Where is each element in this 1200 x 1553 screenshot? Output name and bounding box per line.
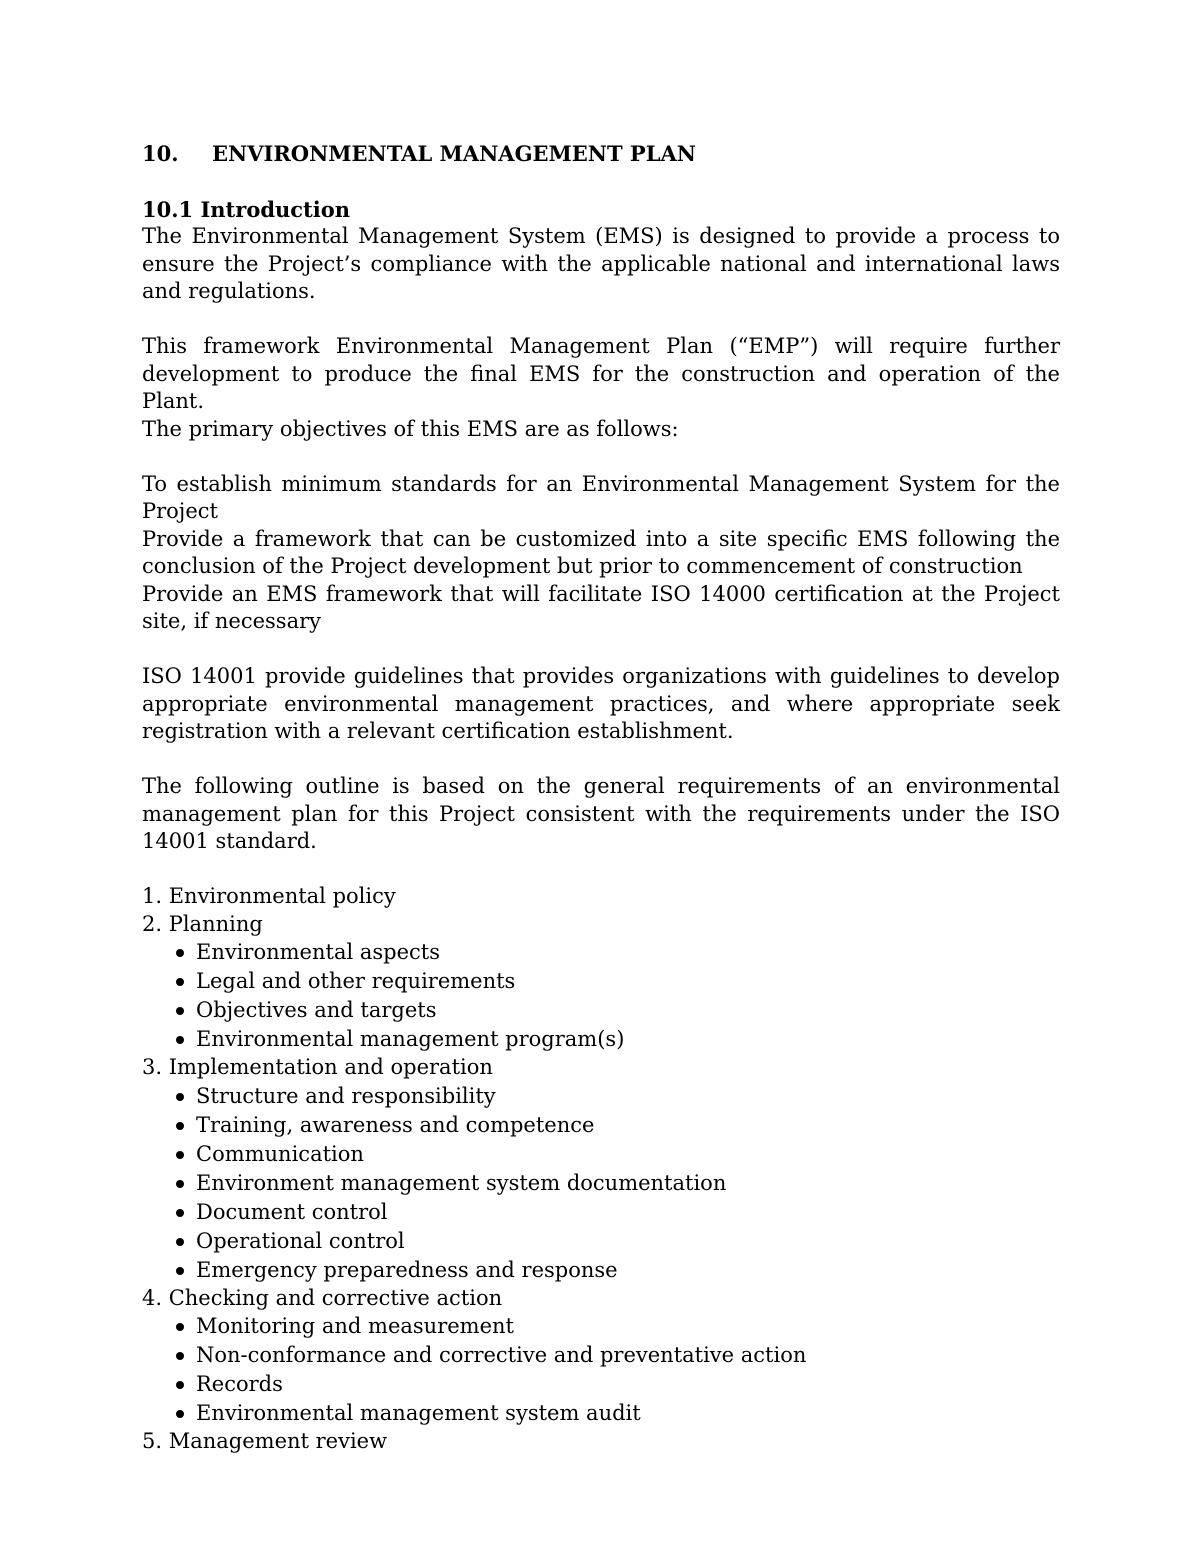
outline-item: 1. Environmental policy xyxy=(142,884,396,908)
chapter-heading xyxy=(142,140,1060,168)
objective-item: Provide a framework that can be customized into a site specific EMS following the conclusion of the Project development but prior to commencement of construction xyxy=(142,526,1060,578)
chapter-number: 10. xyxy=(142,141,179,166)
spacer xyxy=(142,856,1060,884)
list-item: Environmental aspects xyxy=(142,938,1060,967)
list-item: Objectives and targets xyxy=(142,996,1060,1025)
bullet-list xyxy=(142,1082,1060,1285)
document-page xyxy=(142,140,1060,1456)
bullet-icon xyxy=(176,1352,184,1360)
spacer xyxy=(142,746,1060,774)
list-item: Document control xyxy=(142,1198,1060,1227)
outline-item: 4. Checking and corrective action xyxy=(142,1285,503,1310)
bullet-list xyxy=(142,1312,1060,1428)
iso-paragraph: ISO 14001 provide guidelines that provides organizations with guidelines to develop appropriate environmental management practices, and where appropriate seek registration with a relevant certification establishment. xyxy=(142,664,1060,743)
bullet-icon xyxy=(176,1036,184,1044)
objective-item: Provide an EMS framework that will facilitate ISO 14000 certification at the Project site, if necessary xyxy=(142,581,1060,633)
list-item: Monitoring and measurement xyxy=(142,1312,1060,1341)
bullet-list xyxy=(142,938,1060,1054)
bullet-icon xyxy=(176,1381,184,1389)
list-item: Records xyxy=(142,1370,1060,1399)
list-item: Legal and other requirements xyxy=(142,967,1060,996)
outline-item: 3. Implementation and operation xyxy=(142,1055,493,1079)
objective-item: To establish minimum standards for an Environmental Management System for the Project xyxy=(142,471,1060,523)
list-item: Environment management system documentation xyxy=(142,1169,1060,1198)
bullet-icon xyxy=(176,978,184,986)
outline-item: 5. Management review xyxy=(142,1429,388,1453)
bullet-icon xyxy=(176,1238,184,1246)
bullet-icon xyxy=(176,1209,184,1217)
list-item: Emergency preparedness and response xyxy=(142,1256,1060,1285)
bullet-icon xyxy=(176,1267,184,1275)
list-item: Training, awareness and competence xyxy=(142,1111,1060,1140)
spacer xyxy=(142,636,1060,664)
bullet-icon xyxy=(176,1007,184,1015)
bullet-icon xyxy=(176,1180,184,1188)
section-title: 10.1 Introduction xyxy=(142,196,351,222)
bullet-icon xyxy=(176,1093,184,1101)
bullet-icon xyxy=(176,1122,184,1130)
bullet-icon xyxy=(176,949,184,957)
list-item: Communication xyxy=(142,1140,1060,1169)
bullet-icon xyxy=(176,1410,184,1418)
intro-paragraph: The Environmental Management System (EMS) is designed to provide a process to ensure the Project’s compliance with the applicable national and international laws and regulations. xyxy=(142,224,1060,303)
bullet-icon xyxy=(176,1151,184,1159)
spacer xyxy=(142,306,1060,334)
list-item: Environmental management system audit xyxy=(142,1399,1060,1428)
list-item: Structure and responsibility xyxy=(142,1082,1060,1111)
outline-paragraph: The following outline is based on the general requirements of an environmental management plan for this Project consistent with the requirements under the ISO 14001 standard. xyxy=(142,774,1060,853)
outline-list xyxy=(142,883,1060,1456)
outline-item: 2. Planning xyxy=(142,911,263,936)
list-item: Environmental management program(s) xyxy=(142,1025,1060,1054)
list-item: Non-conformance and corrective and preventative action xyxy=(142,1341,1060,1370)
objectives-lead: The primary objectives of this EMS are as follows: xyxy=(142,416,679,441)
bullet-icon xyxy=(176,1323,184,1331)
chapter-title: ENVIRONMENTAL MANAGEMENT PLAN xyxy=(212,141,696,166)
framework-paragraph: This framework Environmental Management Plan (“EMP”) will require further development to produce the final EMS for the construction and operation of the Plant. xyxy=(142,334,1060,413)
list-item: Operational control xyxy=(142,1227,1060,1256)
spacer xyxy=(142,443,1060,471)
